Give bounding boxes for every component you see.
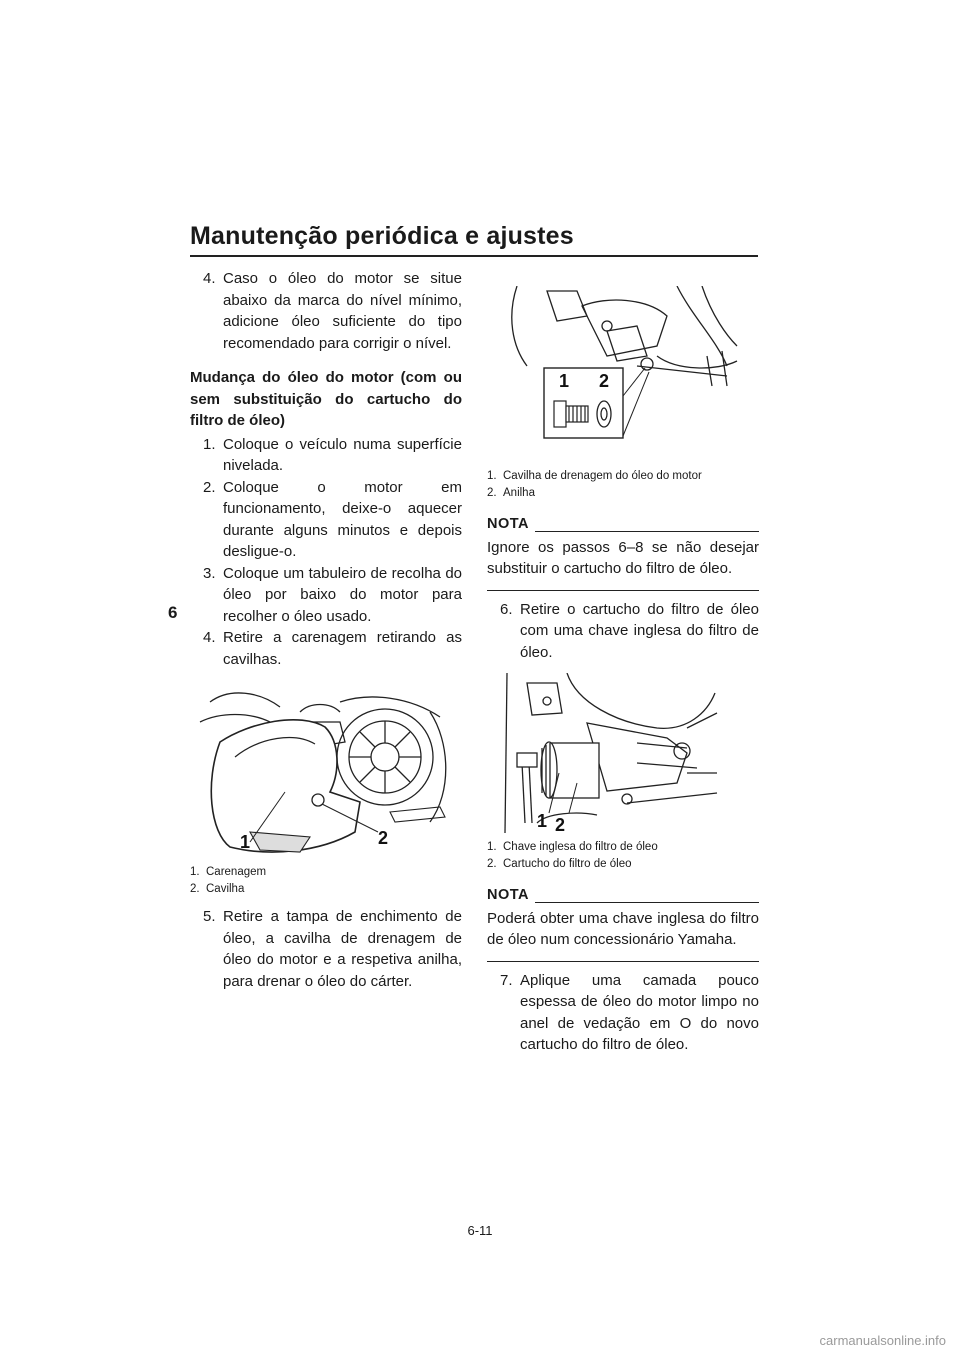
- callout-2: 2: [599, 371, 610, 391]
- step-text: Aplique uma camada pouco espessa de óleo do motor limpo no anel de vedação em O do novo cartucho do filtro de óleo.: [520, 971, 759, 1053]
- callout-2: 2: [378, 828, 389, 848]
- caption-row: [487, 856, 759, 873]
- note-divider: [487, 590, 759, 591]
- filter-wrench: [517, 753, 537, 823]
- watermark: carmanualsonline.info: [819, 1333, 946, 1348]
- figure-drain-bolt: [487, 286, 759, 466]
- page-header: [190, 222, 758, 257]
- washer: [597, 401, 611, 427]
- note-text: Ignore os passos 6–8 se não desejar substituir o cartucho do filtro de óleo.: [487, 538, 759, 577]
- note-rule: [535, 902, 759, 903]
- note-label: NOTA: [487, 887, 530, 903]
- caption-text: Cavilha: [206, 883, 245, 895]
- note-title: [487, 514, 759, 536]
- left-column: [190, 268, 462, 992]
- note-title: [487, 885, 759, 907]
- step-1: [190, 434, 462, 477]
- note-label: NOTA: [487, 516, 530, 532]
- step-text: Coloque o motor em funcionamento, deixe-o aquecer durante alguns minutos e depois desligue-o.: [223, 478, 462, 560]
- filter-cartridge: [541, 742, 599, 798]
- note-rule: [535, 531, 759, 532]
- step-text: Retire o cartucho do filtro de óleo com uma chave inglesa do filtro de óleo.: [520, 600, 759, 661]
- step-text: Caso o óleo do motor se situe abaixo da marca do nível mínimo, adicione óleo suficiente do tipo recomendado para corrigir o nível.: [223, 270, 462, 352]
- caption-row: [190, 881, 462, 898]
- step-text: Coloque um tabuleiro de recolha do óleo por baixo do motor para recolher o óleo usado.: [223, 564, 462, 625]
- caption-number: 1.: [190, 866, 200, 878]
- page-title: Manutenção periódica e ajustes: [190, 222, 574, 250]
- step-number: 2.: [203, 478, 216, 496]
- caption-row: [487, 468, 759, 485]
- drain-bolt-illustration: [487, 286, 759, 466]
- chapter-tab: 6: [168, 603, 178, 622]
- step-text: Coloque o veículo numa superfície nivelada.: [223, 435, 462, 474]
- step-3: [190, 563, 462, 628]
- cowling-illustration: [190, 682, 462, 862]
- callout-2: 2: [555, 815, 566, 835]
- oil-filter-illustration: [487, 673, 759, 833]
- step-number: 3.: [203, 564, 216, 582]
- caption-text: Carenagem: [206, 866, 267, 878]
- figure-captions: [487, 468, 759, 502]
- caption-text: Cartucho do filtro de óleo: [503, 858, 632, 870]
- note-divider: [487, 961, 759, 962]
- caption-number: 2.: [487, 858, 497, 870]
- callout-1: 1: [559, 371, 570, 391]
- caption-number: 1.: [487, 841, 497, 853]
- step-4-check: [190, 268, 462, 354]
- step-number: 6.: [500, 600, 513, 618]
- callout-1: 1: [537, 811, 548, 831]
- figure-cowling: [190, 682, 462, 862]
- callout-1: 1: [240, 832, 251, 852]
- right-column: [487, 268, 759, 1056]
- step-7: [487, 970, 759, 1056]
- step-number: 5.: [203, 908, 216, 925]
- cowling-shape: [211, 720, 360, 852]
- step-number: 1.: [203, 435, 216, 453]
- step-number: 4.: [203, 270, 216, 287]
- caption-number: 2.: [190, 883, 200, 895]
- section-heading: Mudança do óleo do motor (com ou sem substituição do cartucho do filtro de óleo): [190, 369, 462, 429]
- caption-row: [190, 864, 462, 881]
- page-number: 6-11: [467, 1223, 493, 1238]
- step-5: [190, 906, 462, 992]
- note-text: Poderá obter uma chave inglesa do filtro de óleo num concessionário Yamaha.: [487, 909, 759, 948]
- step-number: 7.: [500, 971, 513, 989]
- figure-oil-filter: [487, 673, 759, 833]
- step-2: [190, 477, 462, 563]
- step-4: [190, 627, 462, 670]
- caption-text: Cavilha de drenagem do óleo do motor: [503, 470, 702, 482]
- step-6: [487, 599, 759, 664]
- step-number: 4.: [203, 629, 216, 646]
- caption-number: 1.: [487, 470, 497, 482]
- caption-row: [487, 485, 759, 502]
- caption-row: [487, 839, 759, 856]
- figure-captions: [487, 839, 759, 873]
- figure-captions: [190, 864, 462, 898]
- step-text: Retire a carenagem retirando as cavilhas.: [223, 629, 462, 668]
- caption-number: 2.: [487, 487, 497, 499]
- caption-text: Chave inglesa do filtro de óleo: [503, 841, 658, 853]
- caption-text: Anilha: [503, 487, 535, 499]
- step-text: Retire a tampa de enchimento de óleo, a cavilha de drenagem de óleo do motor e a respetiva anilha, para drenar o óleo do cárter.: [223, 908, 462, 990]
